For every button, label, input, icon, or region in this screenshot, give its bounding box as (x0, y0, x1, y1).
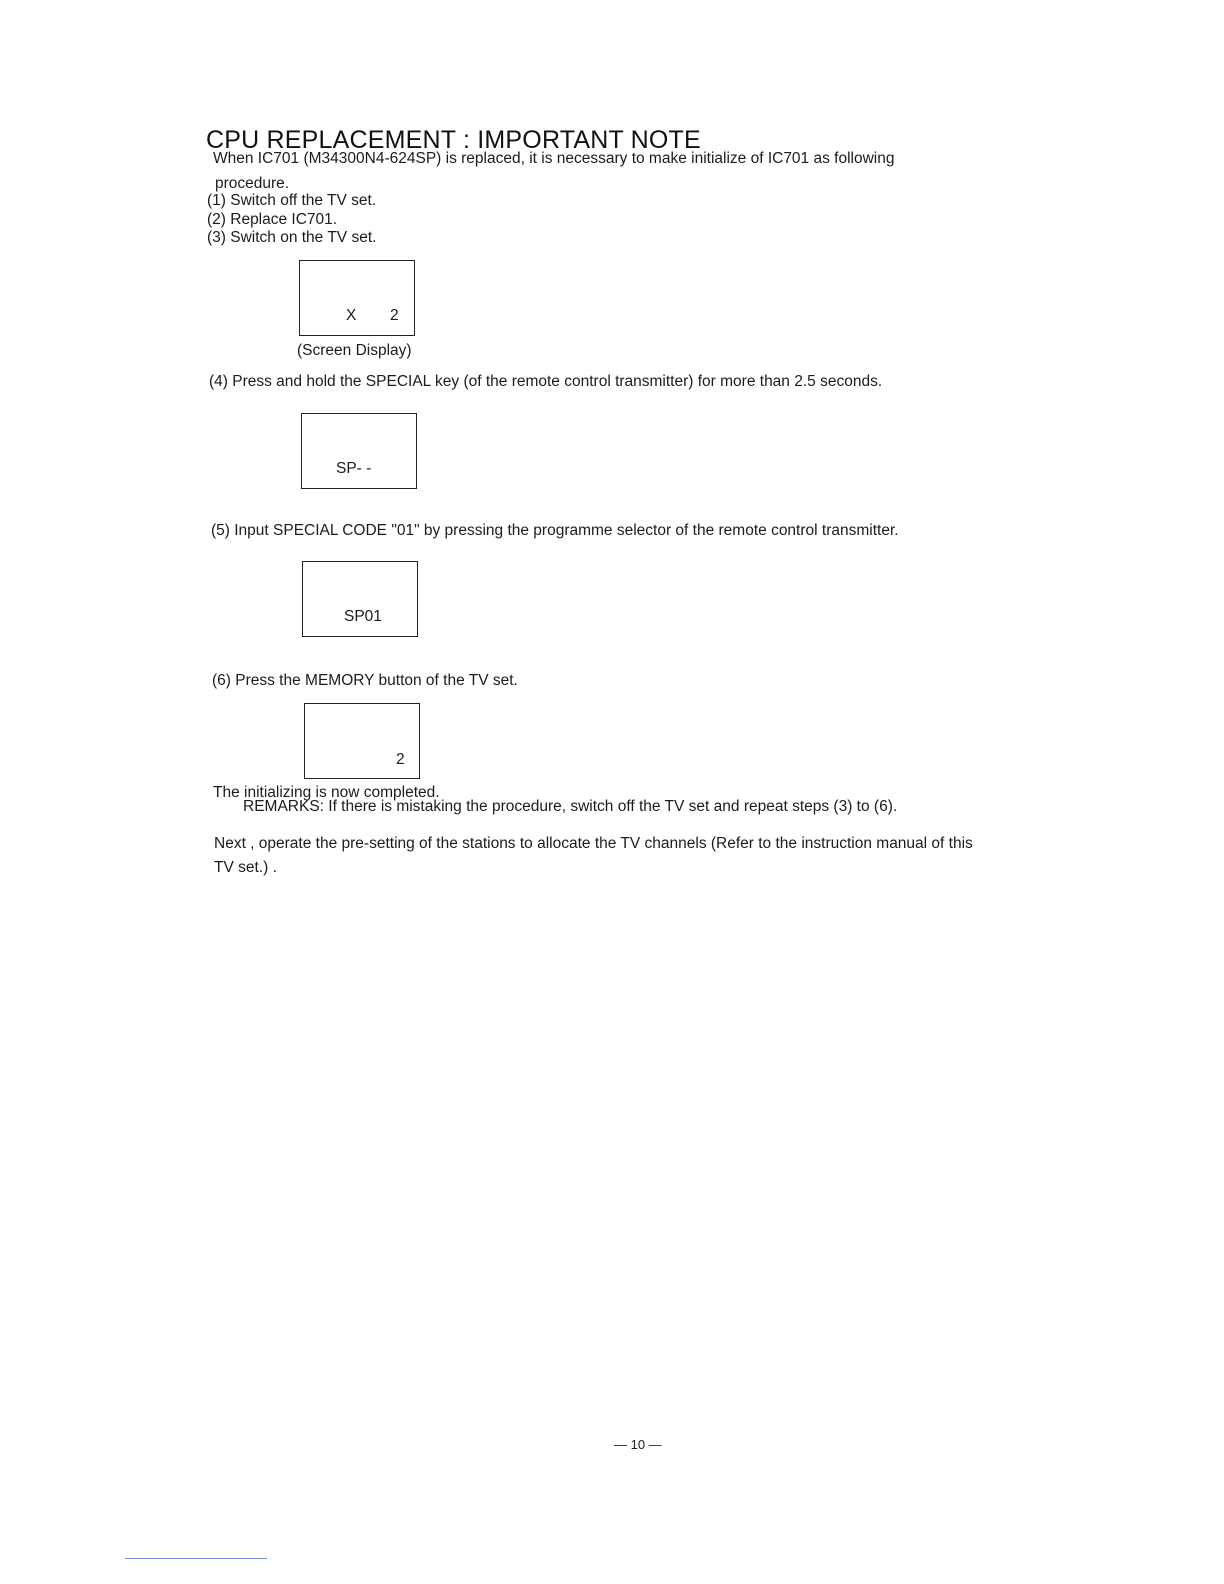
intro-text-line-1: When IC701 (M34300N4-624SP) is replaced, it is necessary to make initialize of IC701 as following (213, 150, 895, 167)
screen-display-4-text: 2 (396, 751, 405, 768)
screen-display-2-text: SP- - (336, 460, 372, 477)
page-number: — 10 — (614, 1437, 662, 1452)
screen-display-caption: (Screen Display) (297, 342, 412, 359)
remarks-text: REMARKS: If there is mistaking the procedure, switch off the TV set and repeat steps (3) to (6). (243, 798, 898, 815)
screen-display-1 (299, 260, 415, 336)
screen-display-3-text: SP01 (344, 608, 382, 625)
screen-display-1-number: 2 (390, 307, 399, 324)
page-title: CPU REPLACEMENT : IMPORTANT NOTE (206, 126, 701, 154)
screen-display-3 (302, 561, 418, 637)
screen-display-2 (301, 413, 417, 489)
footer-divider (125, 1558, 267, 1559)
screen-display-1-x: X (346, 307, 357, 324)
step-3: (3) Switch on the TV set. (207, 229, 377, 246)
screen-display-4 (304, 703, 420, 779)
next-text-line-1: Next , operate the pre-setting of the stations to allocate the TV channels (Refer to the instruction manual of this (214, 835, 973, 852)
step-5: (5) Input SPECIAL CODE "01" by pressing the programme selector of the remote control transmitter. (211, 522, 899, 539)
step-4: (4) Press and hold the SPECIAL key (of the remote control transmitter) for more than 2.5 seconds. (209, 373, 883, 390)
step-6: (6) Press the MEMORY button of the TV set. (212, 672, 518, 689)
intro-text-line-2: procedure. (215, 175, 290, 192)
step-2: (2) Replace IC701. (207, 211, 338, 228)
completed-text: The initializing is now completed. (213, 784, 440, 801)
next-text-line-2: TV set.) . (214, 859, 277, 876)
step-1: (1) Switch off the TV set. (207, 192, 377, 209)
